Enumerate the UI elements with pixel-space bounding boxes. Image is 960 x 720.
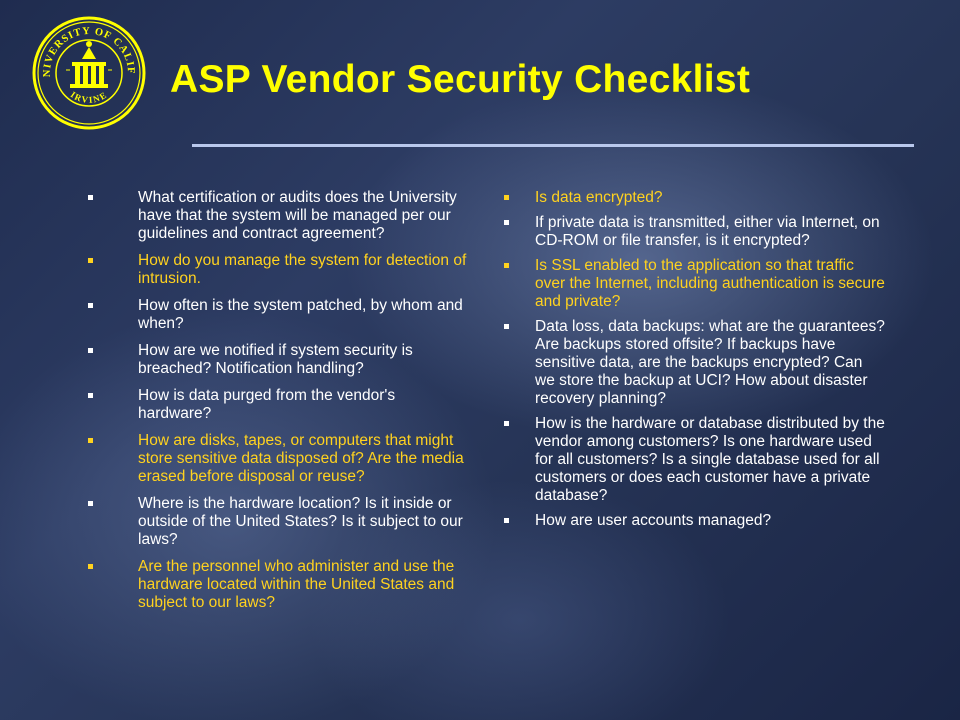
checklist-item xyxy=(498,257,886,311)
checklist-item-text: Are the personnel who administer and use the hardware located within the United States and subject to our laws? xyxy=(138,558,455,611)
checklist-item-text: How do you manage the system for detection of intrusion. xyxy=(138,252,467,287)
svg-text:IRVINE: IRVINE xyxy=(68,89,110,105)
checklist-item-text: What certification or audits does the University have that the system will be managed per our guidelines and contract agreement? xyxy=(138,189,457,242)
svg-text:THE UNIVERSITY OF CALIFORNIA: NIVERSITY OF CALIF xyxy=(41,25,137,78)
right-checklist xyxy=(498,189,886,537)
checklist-item xyxy=(498,214,886,250)
square-bullet-icon xyxy=(88,258,93,263)
square-bullet-icon xyxy=(88,393,93,398)
checklist-item xyxy=(498,415,886,505)
page-title: ASP Vendor Security Checklist xyxy=(170,58,751,101)
checklist-item-text: How is data purged from the vendor's hardware? xyxy=(138,387,396,422)
square-bullet-icon xyxy=(504,324,509,329)
square-bullet-icon xyxy=(504,421,509,426)
square-bullet-icon xyxy=(88,195,93,200)
square-bullet-icon xyxy=(504,518,509,523)
checklist-item xyxy=(84,432,470,486)
checklist-item-text: How are user accounts managed? xyxy=(535,512,772,529)
left-checklist xyxy=(84,189,470,621)
square-bullet-icon xyxy=(88,438,93,443)
checklist-item-text: Data loss, data backups: what are the guarantees? Are backups stored offsite? If backups have sensitive data, are the backups encrypted? Can we store the backup at UCI? How about disaster recovery planning? xyxy=(535,318,885,407)
square-bullet-icon xyxy=(88,501,93,506)
checklist-item-text: How is the hardware or database distributed by the vendor among customers? Is one hardware used for all customers? Is a single database used for all customers or does each customer have a private database? xyxy=(535,415,885,504)
square-bullet-icon xyxy=(504,220,509,225)
checklist-item-text: If private data is transmitted, either via Internet, on CD-ROM or file transfer, is it encrypted? xyxy=(535,214,880,249)
checklist-item xyxy=(84,297,470,333)
checklist-item xyxy=(498,189,886,207)
square-bullet-icon xyxy=(88,303,93,308)
title-divider xyxy=(192,144,914,147)
uci-seal-icon xyxy=(30,14,148,132)
square-bullet-icon xyxy=(504,195,509,200)
checklist-item-text: How are we notified if system security is breached? Notification handling? xyxy=(138,342,413,377)
checklist-item xyxy=(84,558,470,612)
checklist-item xyxy=(84,189,470,243)
square-bullet-icon xyxy=(504,263,509,268)
checklist-item xyxy=(84,252,470,288)
checklist-item-text: Where is the hardware location? Is it inside or outside of the United States? Is it subject to our laws? xyxy=(138,495,463,548)
checklist-item xyxy=(498,318,886,408)
checklist-item xyxy=(84,387,470,423)
checklist-item-text: Is data encrypted? xyxy=(535,189,663,206)
square-bullet-icon xyxy=(88,564,93,569)
checklist-item-text: How are disks, tapes, or computers that might store sensitive data disposed of? Are the media erased before disposal or reuse? xyxy=(138,432,464,485)
checklist-item xyxy=(498,512,886,530)
checklist-item xyxy=(84,495,470,549)
checklist-item-text: How often is the system patched, by whom and when? xyxy=(138,297,463,332)
checklist-item-text: Is SSL enabled to the application so that traffic over the Internet, including authentication is secure and private? xyxy=(535,257,885,310)
square-bullet-icon xyxy=(88,348,93,353)
checklist-item xyxy=(84,342,470,378)
